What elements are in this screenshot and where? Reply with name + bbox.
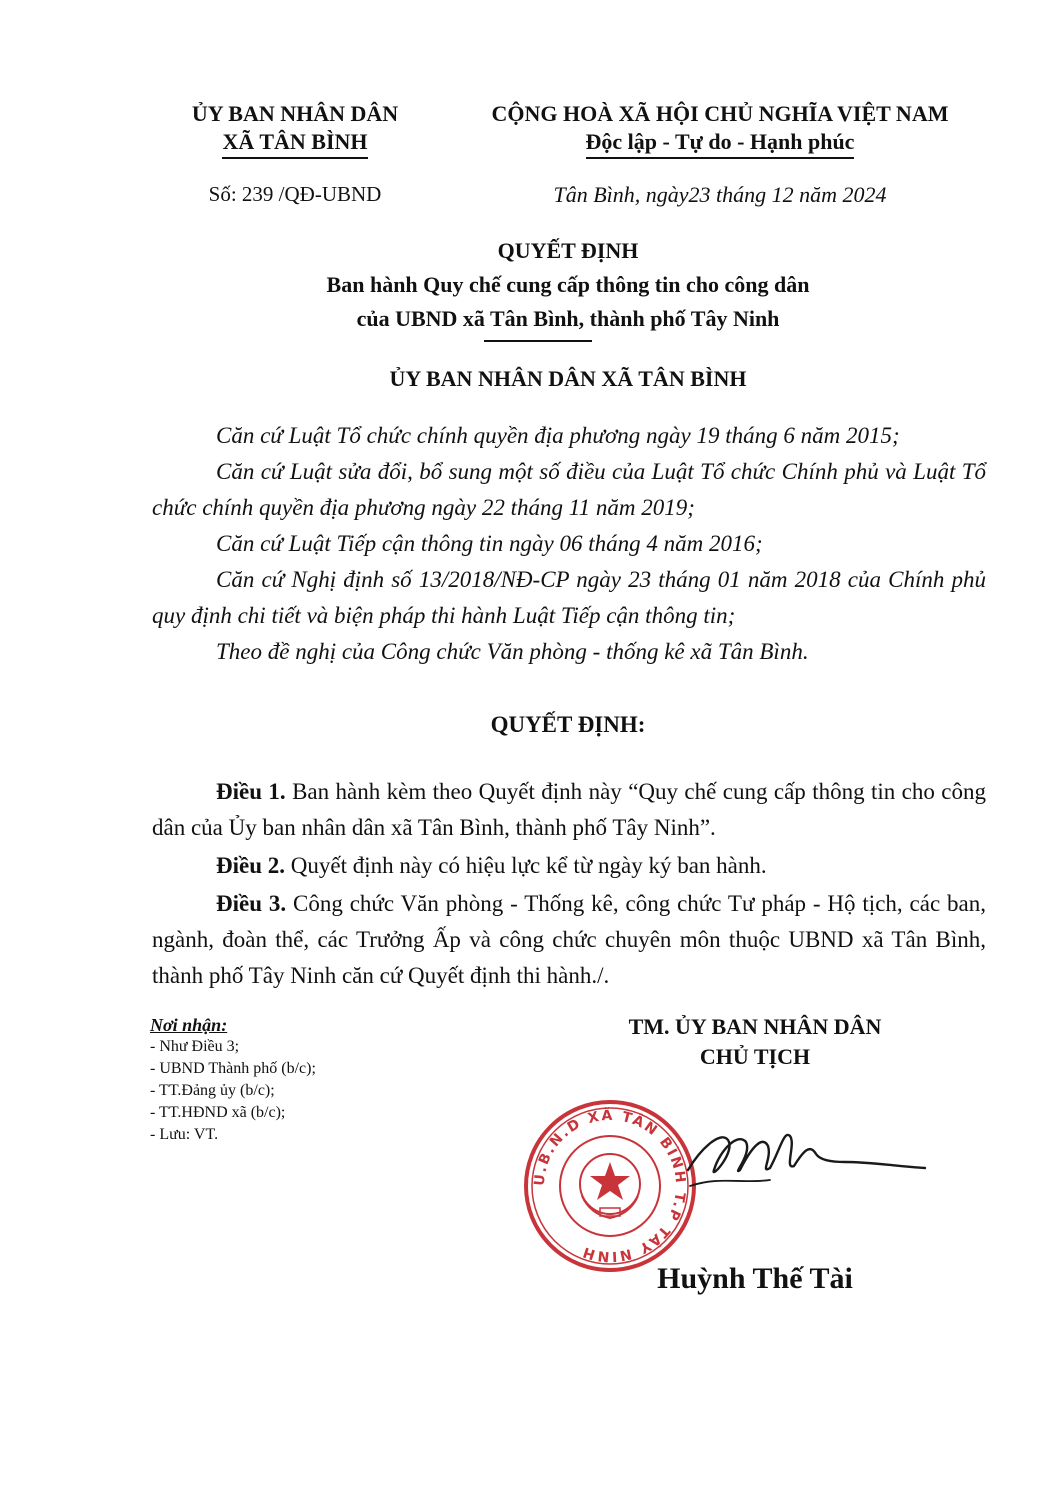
signer-name: Huỳnh Thế Tài bbox=[657, 1262, 853, 1295]
recipient-item: - Như Điều 3; bbox=[150, 1038, 240, 1055]
recipient-item: - TT.HĐND xã (b/c); bbox=[150, 1104, 286, 1121]
recipients bbox=[150, 1014, 480, 1146]
org-line-1: ỦY BAN NHÂN DÂN bbox=[191, 101, 399, 126]
basis-3: Căn cứ Luật Tiếp cận thông tin ngày 06 tháng 4 năm 2016; bbox=[216, 531, 763, 556]
nation-line-1: CỘNG HOÀ XÃ HỘI CHỦ NGHĨA VIỆT NAM bbox=[491, 101, 949, 126]
signer-position: CHỦ TỊCH bbox=[699, 1044, 811, 1069]
article-2 bbox=[152, 848, 986, 884]
issuing-authority bbox=[150, 100, 440, 159]
national-header bbox=[445, 100, 995, 159]
recipient-item: - UBND Thành phố (b/c); bbox=[150, 1060, 316, 1077]
recipient-item: - TT.Đảng ủy (b/c); bbox=[150, 1082, 275, 1099]
article-2-text: Quyết định này có hiệu lực kể từ ngày ký ban hành. bbox=[285, 853, 767, 878]
decision-heading: QUYẾT ĐỊNH: bbox=[490, 712, 646, 737]
recipients-label: Nơi nhận: bbox=[150, 1015, 228, 1035]
official-seal bbox=[520, 1096, 700, 1276]
articles bbox=[152, 774, 986, 996]
place-date: Tân Bình, ngày23 tháng 12 năm 2024 bbox=[553, 182, 887, 207]
authority-heading: ỦY BAN NHÂN DÂN XÃ TÂN BÌNH bbox=[389, 366, 747, 391]
nation-line-2: Độc lập - Tự do - Hạnh phúc bbox=[586, 128, 855, 159]
legal-bases bbox=[152, 418, 986, 670]
recipient-item: - Lưu: VT. bbox=[150, 1126, 219, 1143]
handwritten-signature bbox=[680, 1110, 930, 1200]
title-rule bbox=[484, 340, 592, 342]
article-3-text: Công chức Văn phòng - Thống kê, công chức Tư pháp - Hộ tịch, các ban, ngành, đoàn thể, các Trưởng Ấp và công chức chuyên môn thuộc UBND xã Tân Bình, thành phố Tây Ninh căn cứ Quyết định thi hành./. bbox=[152, 891, 986, 988]
seal-text-path: U.B.N.D XÃ TÂN BÌNH T.P TÂY NINH bbox=[531, 1107, 689, 1265]
article-1-text: Ban hành kèm theo Quyết định này “Quy chế cung cấp thông tin cho công dân của Ủy ban nhân dân xã Tân Bình, thành phố Tây Ninh”. bbox=[152, 779, 987, 840]
org-line-2: XÃ TÂN BÌNH bbox=[222, 128, 367, 159]
signature-block bbox=[560, 1012, 950, 1072]
document-number: Số: 239 /QĐ-UBND bbox=[208, 182, 382, 206]
emblem-icon bbox=[580, 1154, 640, 1218]
basis-2: Căn cứ Luật sửa đổi, bổ sung một số điều của Luật Tổ chức Chính phủ và Luật Tổ chức chính quyền địa phương ngày 22 tháng 11 năm 2019; bbox=[152, 459, 986, 520]
article-2-label: Điều 2. bbox=[216, 853, 285, 878]
article-1-label: Điều 1. bbox=[216, 779, 286, 804]
subject-line-1: Ban hành Quy chế cung cấp thông tin cho công dân bbox=[326, 272, 810, 297]
basis-1: Căn cứ Luật Tổ chức chính quyền địa phương ngày 19 tháng 6 năm 2015; bbox=[216, 423, 900, 448]
subject-line-2: của UBND xã Tân Bình, thành phố Tây Ninh bbox=[356, 306, 780, 331]
document-type: QUYẾT ĐỊNH bbox=[497, 238, 639, 263]
article-3 bbox=[152, 886, 986, 994]
on-behalf-line: TM. ỦY BAN NHÂN DÂN bbox=[628, 1014, 882, 1039]
article-1 bbox=[152, 774, 986, 846]
basis-5: Theo đề nghị của Công chức Văn phòng - thống kê xã Tân Bình. bbox=[216, 639, 809, 664]
basis-4: Căn cứ Nghị định số 13/2018/NĐ-CP ngày 23 tháng 01 năm 2018 của Chính phủ quy định chi tiết và biện pháp thi hành Luật Tiếp cận thông tin; bbox=[152, 567, 986, 628]
article-3-label: Điều 3. bbox=[216, 891, 287, 916]
